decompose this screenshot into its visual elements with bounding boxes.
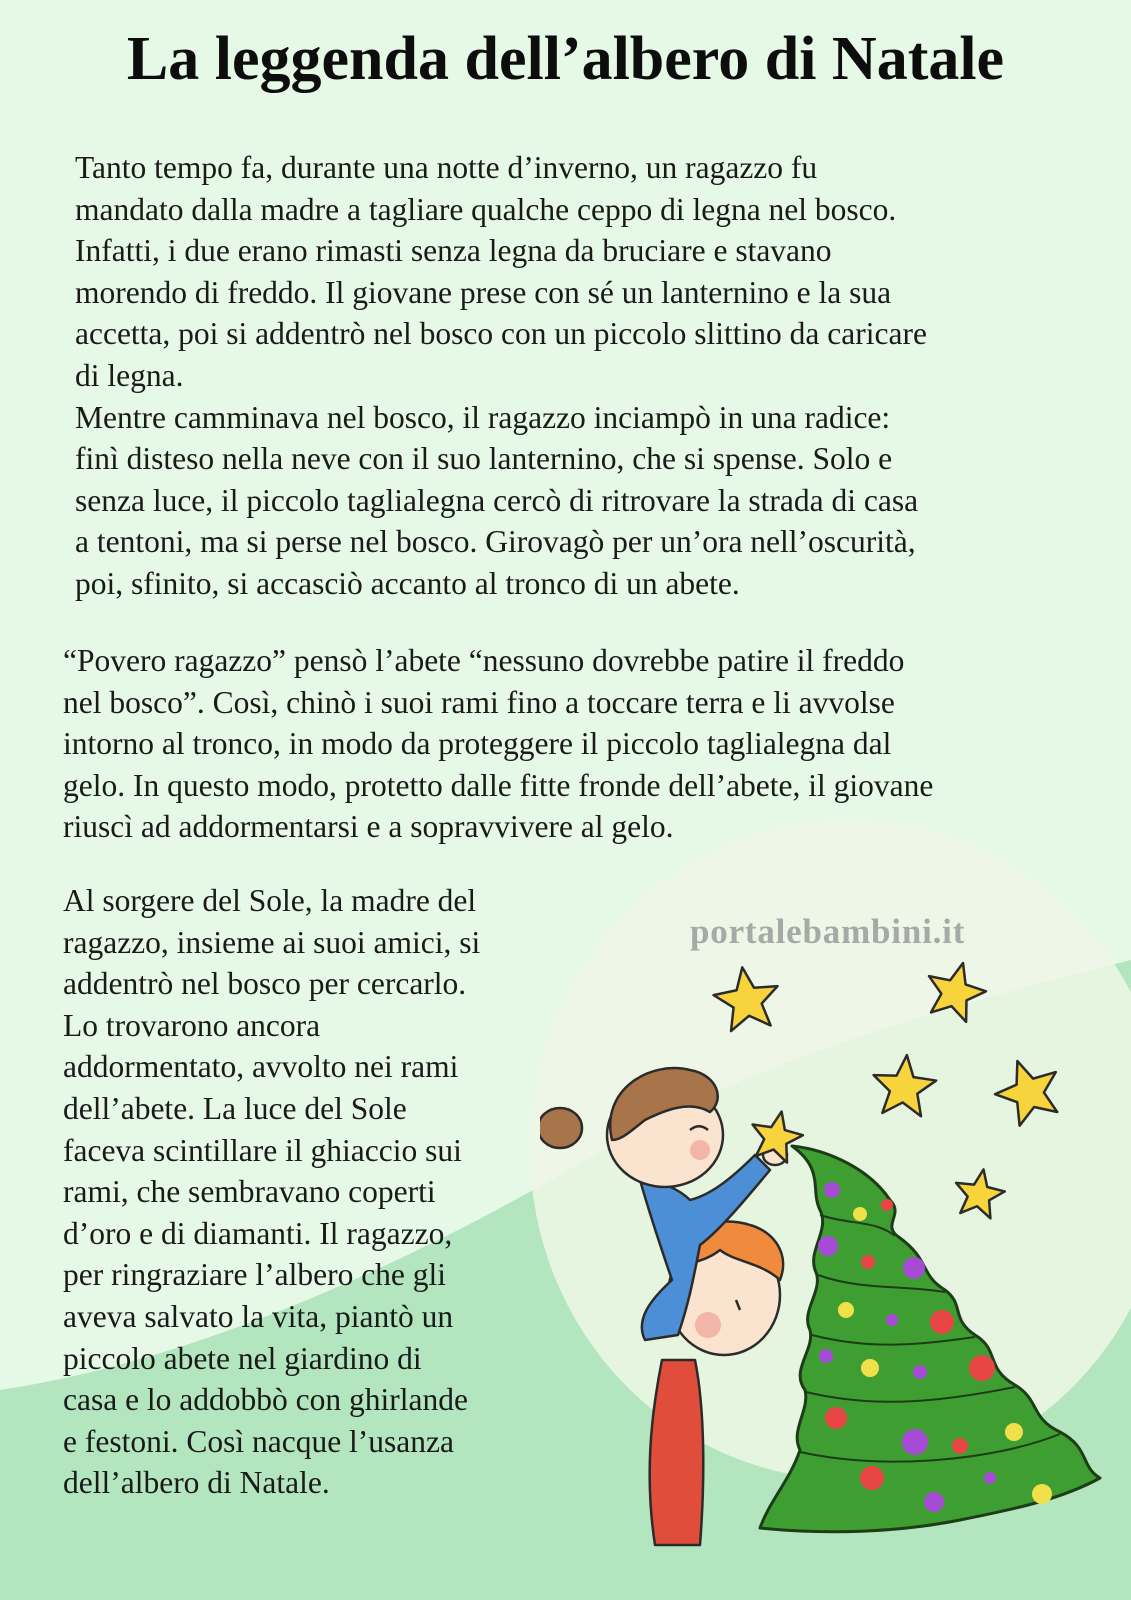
text-line: a tentoni, ma si perse nel bosco. Girovagò per un’ora nell’oscurità, [75,524,916,560]
text-line: poi, sfinito, si accasciò accanto al tronco di un abete. [75,565,740,601]
star-icon [870,1052,938,1117]
text-line: nel bosco”. Così, chinò i suoi rami fino a toccare terra e li avvolse [63,684,895,720]
text-line: aveva salvato la vita, piantò un [63,1298,454,1334]
text-line: Infatti, i due erano rimasti senza legna da bruciare e stavano [75,233,832,269]
text-line: addentrò nel bosco per cercarlo. [63,966,467,1002]
text-line: Lo trovarono ancora [63,1007,321,1043]
text-line: accetta, poi si addentrò nel bosco con un piccolo slittino da caricare [75,316,927,352]
text-line: addormentato, avvolto nei rami [63,1049,459,1085]
text-line: Al sorgere del Sole, la madre del [63,883,477,918]
star-icon [710,963,783,1033]
text-line: rami, che sembravano coperti [63,1174,436,1210]
paragraph-1 [75,147,927,605]
text-line: d’oro e di diamanti. Il ragazzo, [63,1215,453,1251]
paragraph-3 [63,880,480,1504]
text-line: riuscì ad addormentarsi e a sopravvivere al gelo. [63,809,674,845]
star-icon [987,1050,1069,1130]
text-line: senza luce, il piccolo taglialegna cercò di ritrovare la strada di casa [75,482,919,518]
text-line: dell’abete. La luce del Sole [63,1090,407,1126]
christmas-tree-illustration [540,960,1120,1560]
text-line: faceva scintillare il ghiaccio sui [63,1132,462,1168]
text-line: mandato dalla madre a tagliare qualche ceppo di legna nel bosco. [75,191,897,227]
text-line: Tanto tempo fa, durante una notte d’inverno, un ragazzo fu [75,150,818,185]
page-title: La leggenda dell’albero di Natale [126,25,1005,93]
star-icon [920,960,991,1025]
text-line: casa e lo addobbò con ghirlande [63,1382,468,1418]
text-line: dell’albero di Natale. [63,1465,330,1501]
text-line: per ringraziare l’albero che gli [63,1257,447,1293]
text-line: Mentre camminava nel bosco, il ragazzo inciampò in una radice: [75,399,891,435]
text-line: gelo. In questo modo, protetto dalle fitte fronde dell’abete, il giovane [63,767,934,803]
text-line: intorno al tronco, in modo da proteggere il piccolo taglialegna dal [63,726,892,762]
text-line: piccolo abete nel giardino di [63,1340,422,1376]
star-icon [951,1165,1008,1220]
text-line: finì disteso nella neve con il suo lanternino, che si spense. Solo e [75,441,893,477]
text-line: e festoni. Così nacque l’usanza [63,1423,454,1459]
text-line: ragazzo, insieme ai suoi amici, si [63,924,481,960]
text-line: “Povero ragazzo” pensò l’abete “nessuno dovrebbe patire il freddo [63,643,905,678]
tree-icon [760,1146,1100,1532]
watermark: portalebambini.it [690,912,966,951]
paragraph-2 [63,640,933,848]
text-line: morendo di freddo. Il giovane prese con sé un lanternino e la sua [75,274,892,310]
text-line: di legna. [75,357,184,393]
